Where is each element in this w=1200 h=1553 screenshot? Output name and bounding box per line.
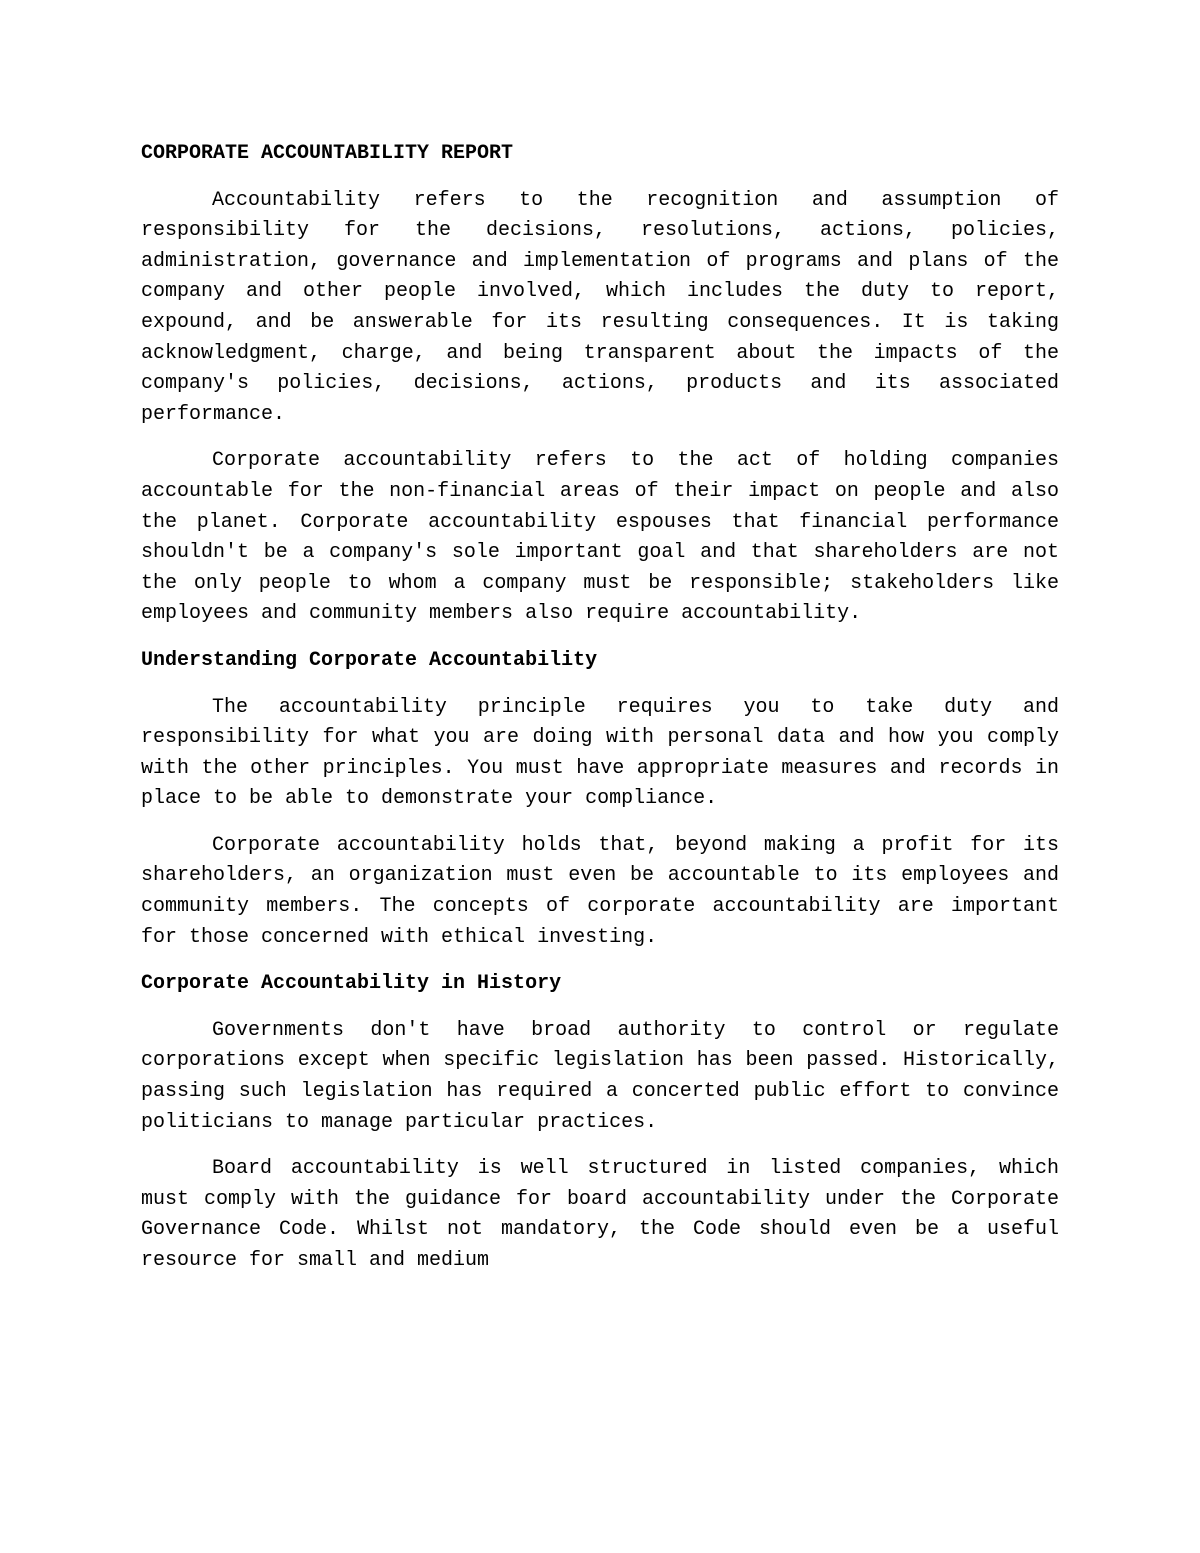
- paragraph: Corporate accountability refers to the act of holding companies accountable for the non-financial areas of their impact on people and also the planet. Corporate accountability espouses that financial performance shouldn't be a company's sole important goal and that shareholders are not the only people to whom a company must be responsible; stakeholders like employees and community members also require accountability.: [141, 449, 1059, 626]
- paragraph: Board accountability is well structured in listed companies, which must comply with the guidance for board accountability under the Corporate Governance Code. Whilst not mandatory, the Code should even be a useful resource for small and medium: [141, 1157, 1059, 1272]
- paragraph: Corporate accountability holds that, beyond making a profit for its shareholders, an organization must even be accountable to its employees and community members. The concepts of corporate accountability are important for those concerned with ethical investing.: [141, 833, 1059, 949]
- paragraph: Accountability refers to the recognition and assumption of responsibility for the decisions, resolutions, actions, policies, administration, governance and implementation of programs and plans of the company and other people involved, which includes the duty to report, expound, and be answerable for its resulting consequences. It is taking acknowledgment, charge, and being transparent about the impacts of the company's policies, decisions, actions, products and its associated performance.: [141, 188, 1059, 426]
- paragraph: The accountability principle requires you to take duty and responsibility for what you are doing with personal data and how you comply with the other principles. You must have appropriate measures and records in place to be able to demonstrate your compliance.: [141, 695, 1059, 811]
- paragraph: Governments don't have broad authority to control or regulate corporations except when specific legislation has been passed. Historically, passing such legislation has required a concerted public effort to convince politicians to manage particular practices.: [141, 1018, 1059, 1134]
- section-heading: Corporate Accountability in History: [141, 972, 562, 996]
- document-title: CORPORATE ACCOUNTABILITY REPORT: [141, 142, 514, 165]
- document-body: [141, 139, 1059, 1293]
- section-heading: Understanding Corporate Accountability: [141, 648, 598, 672]
